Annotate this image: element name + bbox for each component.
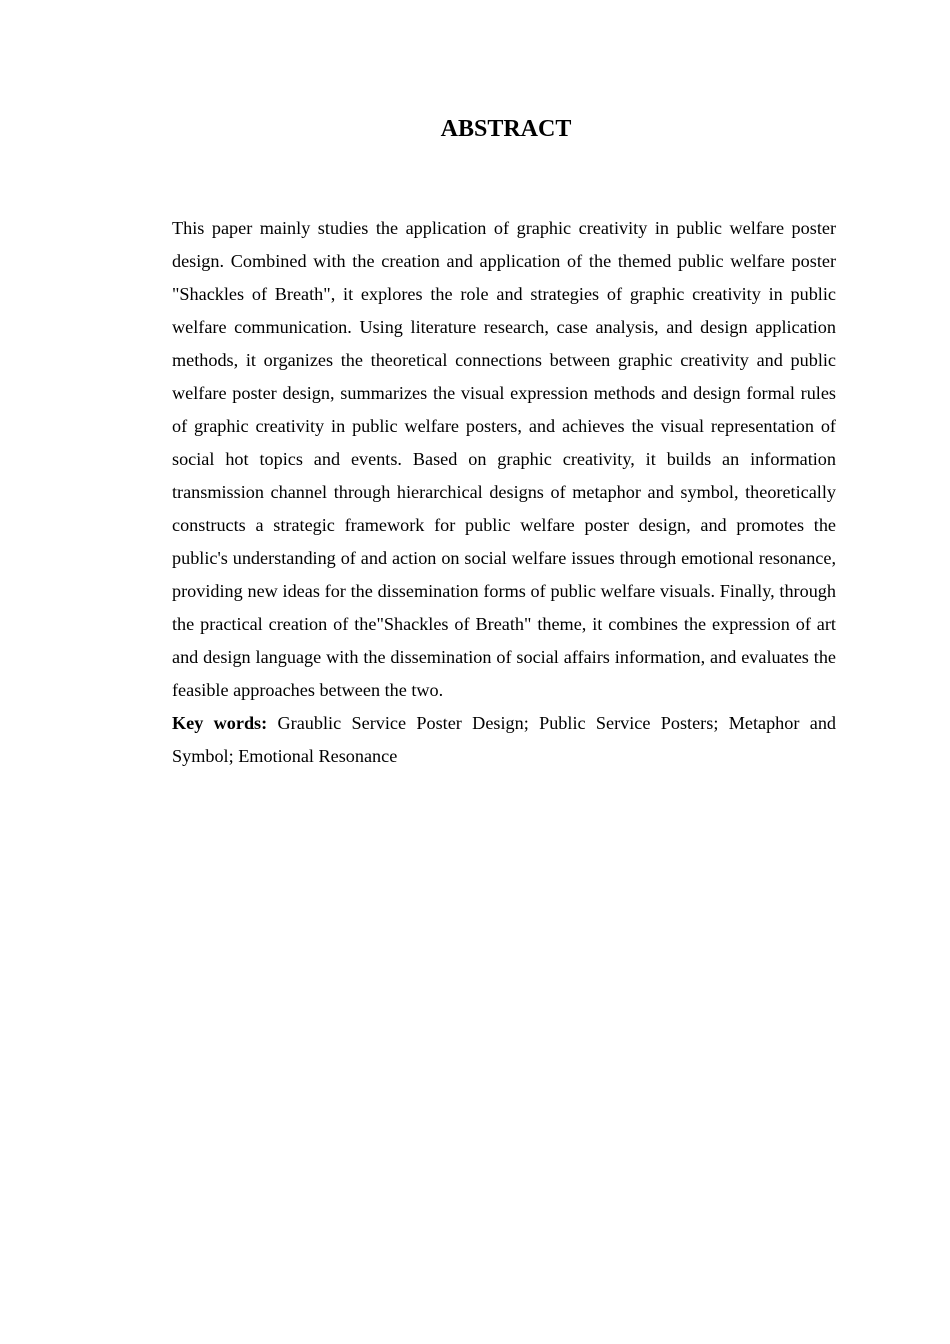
keywords-text: Graublic Service Poster Design; Public Service Posters; Metaphor and Symbol; Emotional Resonance [172,713,837,766]
abstract-body [172,212,836,773]
keywords-line [172,707,836,773]
keywords-label: Key words: [172,713,268,733]
abstract-heading: ABSTRACT [440,116,572,142]
abstract-paragraph: This paper mainly studies the application of graphic creativity in public welfare poster design. Combined with the creation and application of the themed public welfare poster "Shackles of Breath", it explores the role and strategies of graphic creativity in public welfare communication. Using literature research, case analysis, and design application methods, it organizes the theoretical connections between graphic creativity and public welfare poster design, summarizes the visual expression methods and design formal rules of graphic creativity in public welfare posters, and achieves the visual representation of social hot topics and events. Based on graphic creativity, it builds an information transmission channel through hierarchical designs of metaphor and symbol, theoretically constructs a strategic framework for public welfare poster design, and promotes the public's understanding of and action on social welfare issues through emotional resonance, providing new ideas for the dissemination forms of public welfare visuals. Finally, through the practical creation of the"Shackles of Breath" theme, it combines the expression of art and design language with the dissemination of social affairs information, and evaluates the feasible approaches between the two. [172,218,836,700]
